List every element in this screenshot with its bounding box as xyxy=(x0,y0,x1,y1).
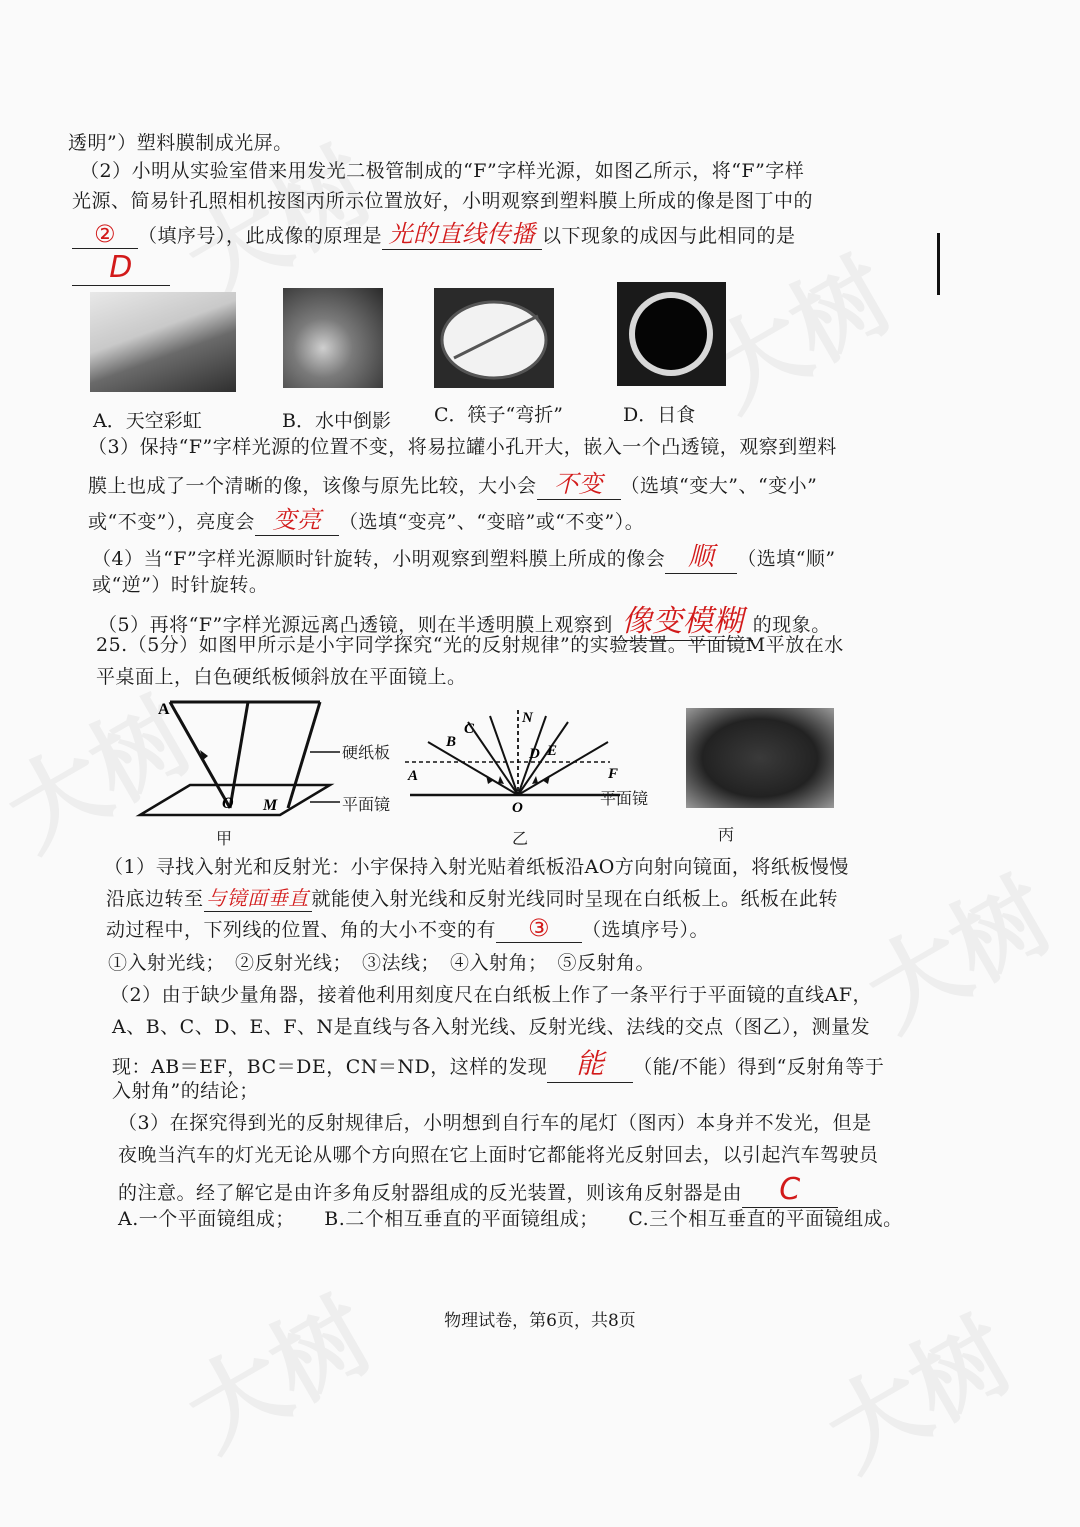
q24-p3-line-2 xyxy=(88,464,817,500)
bowl-icon xyxy=(434,288,554,388)
q24-line-4b: 以下现象的成因与此相同的是 xyxy=(542,225,796,247)
q25-p3-line-3 xyxy=(118,1172,838,1208)
answer-image-number: ② xyxy=(93,220,116,248)
q25-p3-options: A.一个平面镜组成； B.二个相互垂直的平面镜组成； C.三个相互垂直的平面镜组成。 xyxy=(118,1208,903,1230)
fig1-label-A: A xyxy=(158,701,170,718)
q25-p1-line-3b: （选填序号）。 xyxy=(582,919,710,941)
q24-p4-line-1a: （4）当“F”字样光源顺时针旋转，小明观察到塑料膜上所成的像会 xyxy=(92,548,666,570)
answer-turn: 与镜面垂直 xyxy=(206,886,309,910)
answer-can: 能 xyxy=(575,1047,605,1080)
photo-reflection xyxy=(283,288,383,388)
q24-p5-line-a: （5）再将“F”字样光源远离凸透镜，则在半透明膜上观察到 xyxy=(98,614,613,636)
fig2-label-N: N xyxy=(522,710,533,726)
q25-p1-line-3a: 动过程中，下列线的位置、角的大小不变的有 xyxy=(106,919,497,941)
q25-line-1: 25.（5分）如图甲所示是小宇同学探究“光的反射规律”的实验装置。平面镜M平放在水 xyxy=(96,634,844,656)
answer-size: 不变 xyxy=(554,470,604,498)
eclipse-icon xyxy=(617,282,726,386)
q25-p1-line-2b: 就能使入射光线和反射光线同时呈现在白纸板上。纸板在此转 xyxy=(311,888,839,910)
answer-constant: ③ xyxy=(528,914,551,942)
q25-p2-line-4: 入射角”的结论； xyxy=(112,1080,259,1102)
answer-principle: 光的直线传播 xyxy=(388,220,536,248)
q24-line-3: 光源、简易针孔照相机按图丙所示位置放好，小明观察到塑料膜上所成的像是图丁中的 xyxy=(72,190,814,212)
q24-p3-line-2a: 膜上也成了一个清晰的像，该像与原先比较，大小会 xyxy=(88,475,537,497)
q25-p1-choices: ①入射光线； ②反射光线； ③法线； ④入射角； ⑤反射角。 xyxy=(108,952,656,974)
fig1-card-label: 硬纸板 xyxy=(342,743,391,762)
fig2-label-O: O xyxy=(512,800,523,816)
fig1-label-M: M xyxy=(263,797,278,814)
q24-p4-line-1b: （选填“顺” xyxy=(737,548,836,570)
option-d: D．日食 xyxy=(623,404,696,426)
q24-answer-choice-line xyxy=(72,250,170,286)
q25-p2-line-2: A、B、C、D、E、F、N是直线与各入射光线、反射光线、法线的交点（图乙），测量发 xyxy=(112,1016,871,1038)
q25-p3-line-2: 夜晚当汽车的灯光无论从哪个方向照在它上面时它都能将光反射回去，以引起汽车驾驶员 xyxy=(118,1144,879,1166)
q25-p2-line-3a: 现：AB＝EF，BC＝DE，CN＝ND，这样的发现 xyxy=(112,1056,548,1078)
q24-p3-line-3 xyxy=(88,500,644,536)
fig1-caption: 甲 xyxy=(216,829,233,848)
photo-bike-taillight xyxy=(686,708,834,808)
q25-p1-line-1: （1）寻找入射光和反射光：小宇保持入射光贴着纸板沿AO方向射向镜面，将纸板慢慢 xyxy=(104,856,849,878)
q24-line-4 xyxy=(72,214,796,250)
margin-pen-mark xyxy=(937,233,940,295)
q24-line-2: （2）小明从实验室借来用发光二极管制成的“F”字样光源，如图乙所示，将“F”字样 xyxy=(80,160,805,182)
q25-line-2: 平桌面上，白色硬纸板倾斜放在平面镜上。 xyxy=(96,666,467,688)
fig2-caption: 乙 xyxy=(512,829,529,848)
q24-p4-line-1 xyxy=(92,536,836,574)
q25-p1-line-2a: 沿底边转至 xyxy=(106,888,204,910)
q24-p3-line-3a: 或“不变”），亮度会 xyxy=(88,511,255,533)
fig2-label-D: D xyxy=(529,746,540,762)
answer-brightness: 变亮 xyxy=(272,506,322,534)
photo-solar-eclipse xyxy=(617,282,726,386)
figure-yi xyxy=(390,700,620,820)
option-a: A．天空彩虹 xyxy=(93,410,202,432)
photo-chopsticks xyxy=(434,288,554,388)
watermark xyxy=(839,841,1074,1056)
q25-p2-line-3b: （能/不能）得到“反射角等于 xyxy=(633,1056,885,1078)
q25-p2-line-1: （2）由于缺少量角器，接着他利用刻度尺在白纸板上作了一条平行于平面镜的直线AF， xyxy=(110,984,872,1006)
q24-p3-line-1: （3）保持“F”字样光源的位置不变，将易拉罐小孔开大，嵌入一个凸透镜，观察到塑料 xyxy=(88,436,837,458)
answer-c: C xyxy=(779,1172,801,1207)
q24-p3-line-3b: （选填“变亮”、“变暗”或“不变”）。 xyxy=(338,511,645,533)
q24-p5-line-b: 的现象。 xyxy=(752,614,831,636)
answer-rotation: 顺 xyxy=(687,542,715,572)
fig2-label-B: B xyxy=(446,734,457,750)
q24-line-4a: （填序号），此成像的原理是 xyxy=(138,225,383,247)
fig2-label-A: A xyxy=(408,768,419,784)
q25-p3-line-3-text: 的注意。经了解它是由许多角反射器组成的反光装置，则该角反射器是由 xyxy=(118,1182,743,1204)
answer-choice: D xyxy=(109,250,133,285)
fig1-mirror-label: 平面镜 xyxy=(342,795,391,814)
q24-p3-line-2b: （选填“变大”、“变小” xyxy=(620,475,818,497)
watermark xyxy=(159,1261,394,1476)
option-c: C．筷子“弯折” xyxy=(434,404,563,426)
photo-rainbow xyxy=(90,292,236,392)
fig3-caption: 丙 xyxy=(718,825,735,844)
q25-p3-line-1: （3）在探究得到光的反射规律后，小明想到自行车的尾灯（图丙）本身并不发光，但是 xyxy=(118,1112,872,1134)
q25-p1-line-2 xyxy=(106,882,838,912)
option-b: B．水中倒影 xyxy=(282,410,391,432)
answer-blur: 像变模糊 xyxy=(621,604,744,639)
fig2-label-F: F xyxy=(608,766,619,782)
fig2-label-E: E xyxy=(547,743,558,759)
q24-p4-line-2: 或“逆”）时针旋转。 xyxy=(92,574,269,596)
fig2-label-C: C xyxy=(464,721,475,737)
fig2-mirror-label: 平面镜 xyxy=(600,789,649,808)
q24-line-1: 透明”）塑料膜制成光屏。 xyxy=(68,132,293,154)
fig1-label-O: O xyxy=(222,795,234,812)
page-footer: 物理试卷，第6页，共8页 xyxy=(444,1311,636,1331)
q25-p1-line-3 xyxy=(106,914,709,943)
